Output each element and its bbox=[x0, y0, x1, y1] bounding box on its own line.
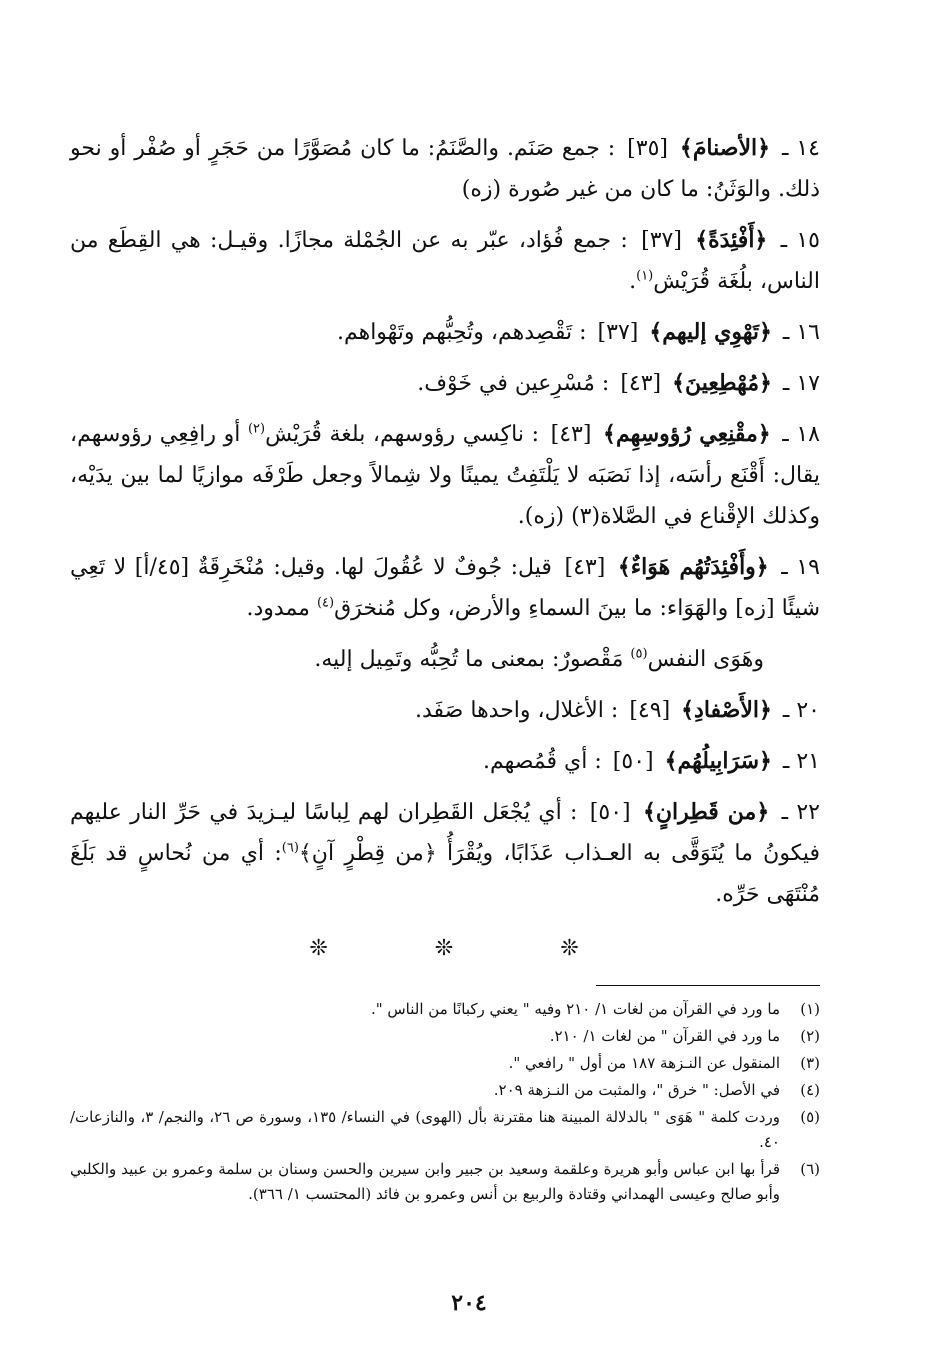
entry-text: : الأغلال، واحدها صَفَد. bbox=[415, 698, 619, 723]
verse-reference: [٤٣] bbox=[564, 555, 606, 580]
footnote-text: المنقول عن النـزهة ١٨٧ من أول " رافعي ". bbox=[508, 1054, 780, 1072]
entry-19-continuation bbox=[70, 639, 820, 680]
footnotes bbox=[70, 997, 820, 1209]
main-text bbox=[70, 128, 820, 925]
footnote-item bbox=[70, 1024, 820, 1049]
entry-text: : مُسْرِعين في خَوْف. bbox=[417, 371, 610, 396]
entry-19 bbox=[70, 547, 820, 629]
footnote-divider bbox=[596, 985, 820, 986]
entry-number: ١٦ ـ bbox=[782, 320, 820, 345]
verse-reference: [٥٠] bbox=[589, 800, 631, 825]
entry-20 bbox=[70, 690, 820, 731]
footnote-number: (٦) bbox=[800, 1160, 820, 1178]
entry-15 bbox=[70, 220, 820, 302]
entry-keyword: ﴿مُهْطِعِينَ﴾ bbox=[672, 370, 772, 396]
entry-text-tail: : أي من نُحاسٍ قد بَلَغَ مُنْتَهَى حَرِّه. bbox=[70, 841, 820, 907]
verse-reference: [٣٥] bbox=[627, 136, 668, 161]
footnote-marker: (٤) bbox=[316, 595, 335, 611]
entry-keyword: ﴿مقْنِعِي رُؤوسِهِم﴾ bbox=[603, 421, 771, 447]
entry-text: : أي قُمُصهم. bbox=[482, 749, 602, 774]
entry-text: : جمع فُؤاد، عبّر به عن الجُمْلة مجازًا. وقيـل: هي القِطَع من الناس، بلُغَة قُرَيْش bbox=[70, 228, 820, 294]
footnote-number: (٢) bbox=[800, 1027, 820, 1045]
entry-text-tail: . bbox=[629, 269, 637, 294]
entry-16 bbox=[70, 312, 820, 353]
entry-22 bbox=[70, 792, 820, 915]
entry-number: ١٤ ـ bbox=[781, 136, 820, 161]
footnote-number: (٥) bbox=[800, 1108, 820, 1126]
verse-reference: [٣٧] bbox=[597, 320, 639, 345]
footnote-number: (٤) bbox=[800, 1081, 820, 1099]
footnote-item bbox=[70, 1157, 820, 1207]
verse-reference: [٤٣] bbox=[550, 422, 592, 447]
entry-text: : ناكِسي رؤوسهم، بلغة قُرَيْش bbox=[265, 422, 539, 447]
entry-keyword: ﴿سَرَابِيلُهُم﴾ bbox=[664, 748, 772, 774]
entry-17 bbox=[70, 363, 820, 404]
footnote-text: ما ورد في القرآن من لغات ١/ ٢١٠ وفيه " يعني ركبانًا من الناس ". bbox=[370, 1000, 780, 1018]
entry-number: ١٩ ـ bbox=[781, 555, 820, 580]
footnote-text: ما ورد في القرآن " من لغات ١/ ٢١٠. bbox=[549, 1027, 780, 1045]
entry-text-tail: ممدود. bbox=[246, 596, 317, 621]
footnote-marker: (٦) bbox=[281, 840, 299, 856]
entry-keyword: ﴿الأصنامَ﴾ bbox=[679, 135, 771, 161]
entry-keyword: ﴿أَفْئِدَةً﴾ bbox=[695, 227, 768, 253]
entry-number: ٢٢ ـ bbox=[781, 800, 820, 825]
footnote-item bbox=[70, 1105, 820, 1155]
verse-reference: [٤٩] bbox=[629, 698, 671, 723]
entry-number: ٢١ ـ bbox=[782, 749, 820, 774]
entry-number: ١٨ ـ bbox=[782, 422, 820, 447]
footnote-marker: (١) bbox=[636, 268, 654, 284]
footnote-item bbox=[70, 1051, 820, 1076]
footnote-item bbox=[70, 1078, 820, 1103]
entry-18 bbox=[70, 414, 820, 537]
entry-number: ١٧ ـ bbox=[782, 371, 820, 396]
entry-text: : تَقْصِدهم، وتُحِبُّهم وتَهْواهم. bbox=[336, 320, 587, 345]
footnote-marker: (٢) bbox=[247, 421, 266, 437]
entry-keyword: ﴿من قَطِرانٍ﴾ bbox=[642, 799, 770, 825]
entry-text: : جمع صَنَم. والصَّنَمُ: ما كان مُصَوَّرًا من حَجَرٍ أو صُفْر أو نحو ذلك. والوَثَنُ: ما كان من غير صُورة (زه) bbox=[70, 136, 820, 202]
entry-text-tail: أو رافِعِي رؤوسهم، يقال: أَقْنَع رأسَه، إذا نَصَبَه لا يَلْتَفِتُ يمينًا ولا شِمالاً وجعل طَرْفَه موازيًا لما بين يدَيْه، وكذلك الإقْناع في الصَّلاة(٣) (زه). bbox=[70, 422, 820, 529]
entry-keyword: ﴿وأَفْئِدَتُهُم هَوَاءٌ﴾ bbox=[617, 554, 769, 580]
footnote-text: قرأ بها ابن عباس وأبو هريرة وعلقمة وسعيد بن جبير وابن سيرين والحسن وسنان بن سلمة وعمرو بن عبيد والكلبي وأبو صالح وعيسى الهمداني وقتادة والربيع بن أنس وعمرو بن فائد (المحتسب ١/ ٣٦٦). bbox=[70, 1160, 780, 1203]
footnote-number: (١) bbox=[800, 1000, 820, 1018]
page-number: ٢٠٤ bbox=[451, 1290, 487, 1316]
footnote-text: وردت كلمة " هَوَى " بالدلالة المبينة هنا مقترنة بأل (الهوى) في النساء/ ١٣٥، وسورة ص ٢٦، والنجم/ ٣، والنازعات/ ٤٠. bbox=[70, 1108, 780, 1151]
entry-21 bbox=[70, 741, 820, 782]
entry-text: قيل: جُوفٌ لا عُقُولَ لها. وقيل: مُنْخَرِقَةٌ [٤٥/أ] لا تَعِي شيئًا [زه] والهَوَاء: ما بينَ السماءِ والأرض، وكل مُنخرَق bbox=[70, 555, 820, 621]
verse-reference: [٣٧] bbox=[641, 228, 682, 253]
section-separator: ❊ ❊ ❊ bbox=[309, 936, 629, 961]
verse-reference: [٥٠] bbox=[612, 749, 654, 774]
entry-keyword: ﴿الأَصْفادِ﴾ bbox=[681, 697, 772, 723]
entry-number: ١٥ ـ bbox=[780, 228, 820, 253]
footnote-text: في الأصل: " خرق "، والمثبت من النـزهة ٢٠٩. bbox=[493, 1081, 780, 1099]
footnote-number: (٣) bbox=[800, 1054, 820, 1072]
entry-number: ٢٠ ـ bbox=[782, 698, 820, 723]
entry-text-tail: مَقْصورٌ: بمعنى ما تُحِبُّه وتَمِيل إليه. bbox=[314, 647, 631, 672]
entry-14 bbox=[70, 128, 820, 210]
entry-text: وهَوَى النفس bbox=[647, 647, 764, 672]
entry-text: : أي يُجْعَل القَطِران لهم لِباسًا ليـزيدَ في حَرِّ النار عليهم فيكونُ ما يُتَوَقَّى به العـذاب عَذَابًا، ويُقْرَأُ ﴿من قِطْرٍ آنٍ﴾ bbox=[70, 800, 820, 866]
entry-keyword: ﴿تَهْوِي إليهم﴾ bbox=[649, 319, 772, 345]
footnote-item bbox=[70, 997, 820, 1022]
verse-reference: [٤٣] bbox=[620, 371, 662, 396]
footnote-marker: (٥) bbox=[630, 646, 648, 662]
